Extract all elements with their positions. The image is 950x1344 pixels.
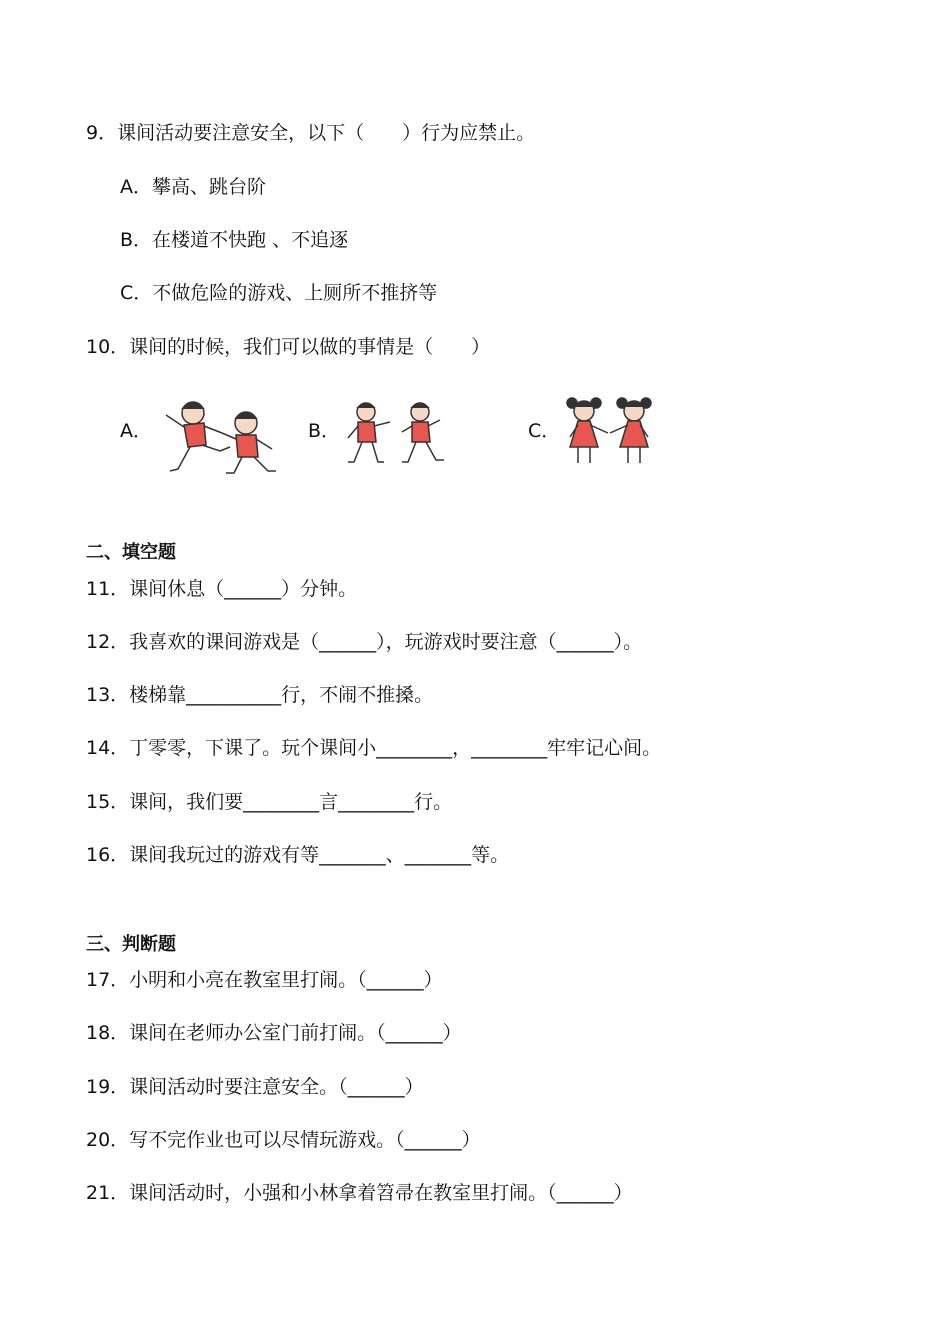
question-9-option-b: B．在楼道不快跑 、不追逐	[120, 229, 349, 251]
question-13: 13．楼梯靠__________行，不闹不推搡。	[86, 684, 434, 706]
question-18: 18．课间在老师办公室门前打闹。（______）	[86, 1022, 462, 1044]
question-10-option-a-label: A．	[120, 420, 152, 442]
question-10-option-c-label: C．	[528, 420, 561, 442]
girls-holding-hands-illustration	[562, 393, 657, 469]
section-2-title: 二、填空题	[86, 542, 176, 563]
question-15: 15．课间，我们要________言________行。	[86, 791, 453, 813]
boys-arguing-illustration	[340, 398, 455, 470]
question-19: 19．课间活动时要注意安全。（______）	[86, 1076, 424, 1098]
question-9-option-c: C．不做危险的游戏、上厕所不推挤等	[120, 282, 438, 304]
question-9-option-a: A．攀高、跳台阶	[120, 176, 266, 198]
question-17: 17．小明和小亮在教室里打闹。（______）	[86, 969, 443, 991]
section-3-title: 三、判断题	[86, 934, 176, 955]
question-9-stem: 9．课间活动要注意安全，以下（ ）行为应禁止。	[86, 122, 536, 144]
question-16: 16．课间我玩过的游戏有等_______、_______等。	[86, 844, 510, 866]
question-12: 12．我喜欢的课间游戏是（______），玩游戏时要注意（______）。	[86, 631, 643, 653]
question-10-option-b-label: B．	[308, 420, 341, 442]
question-21: 21．课间活动时，小强和小林拿着笤帚在教室里打闹。（______）	[86, 1182, 633, 1204]
question-20: 20．写不完作业也可以尽情玩游戏。（______）	[86, 1129, 481, 1151]
question-10-stem: 10．课间的时候，我们可以做的事情是（ ）	[86, 336, 491, 358]
question-14: 14．丁零零，下课了。玩个课间小________，________牢牢记心间。	[86, 737, 662, 759]
question-11: 11．课间休息（______）分钟。	[86, 578, 358, 600]
boys-fighting-illustration	[160, 393, 285, 478]
